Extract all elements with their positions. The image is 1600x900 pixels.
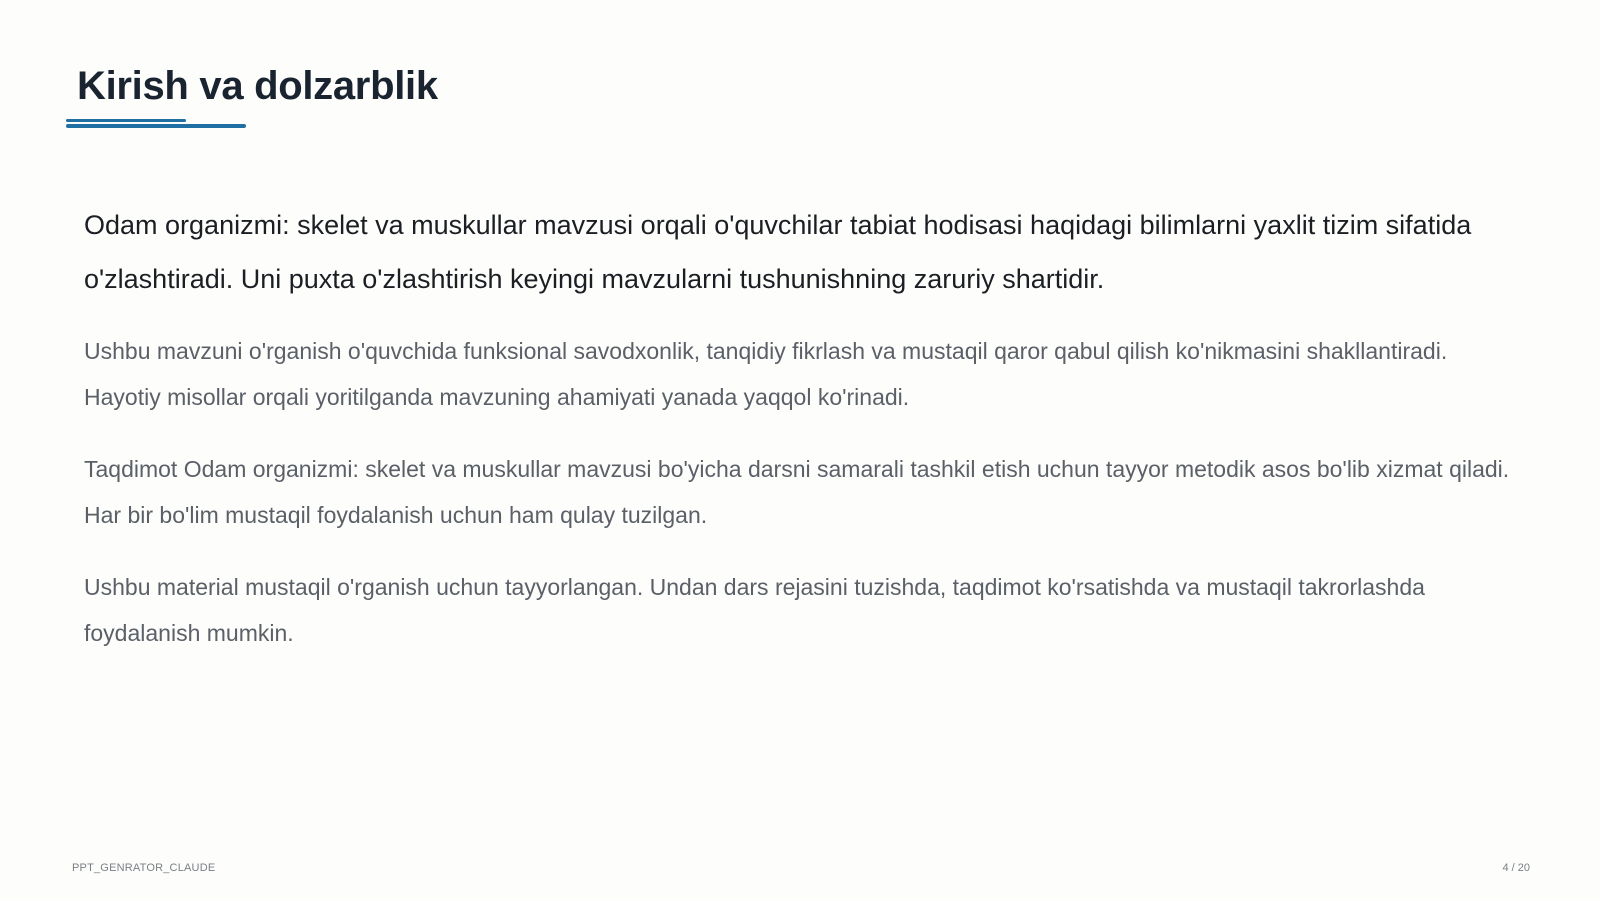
title-underline — [66, 124, 246, 128]
footer-source-label: PPT_GENRATOR_CLAUDE — [72, 862, 216, 874]
title-underline-accent — [66, 119, 186, 122]
slide-body — [84, 198, 1524, 682]
page-number: 4 / 20 — [1502, 862, 1530, 874]
body-paragraph-2: Taqdimot Odam organizmi: skelet va muskullar mavzusi bo'yicha darsni samarali tashkil etish uchun tayyor metodik asos bo'lib xizmat qiladi. Har bir bo'lim mustaqil foydalanish uchun ham qulay tuzilgan. — [84, 456, 1510, 528]
body-paragraph-3: Ushbu material mustaqil o'rganish uchun tayyorlangan. Undan dars rejasini tuzishda, taqdimot ko'rsatishda va mustaqil takrorlashda foydalanish mumkin. — [84, 574, 1425, 646]
lead-paragraph: Odam organizmi: skelet va muskullar mavzusi orqali o'quvchilar tabiat hodisasi haqidagi bilimlarni yaxlit tizim sifatida o'zlashtiradi. Uni puxta o'zlashtirish keyingi mavzularni tushunishning zaruriy shartidir. — [84, 210, 1472, 294]
slide-title: Kirish va dolzarblik — [77, 64, 438, 108]
body-paragraph-1: Ushbu mavzuni o'rganish o'quvchida funksional savodxonlik, tanqidiy fikrlash va mustaqil qaror qabul qilish ko'nikmasini shakllantiradi. Hayotiy misollar orqali yoritilganda mavzuning ahamiyati yanada yaqqol ko'rinadi. — [84, 338, 1448, 410]
